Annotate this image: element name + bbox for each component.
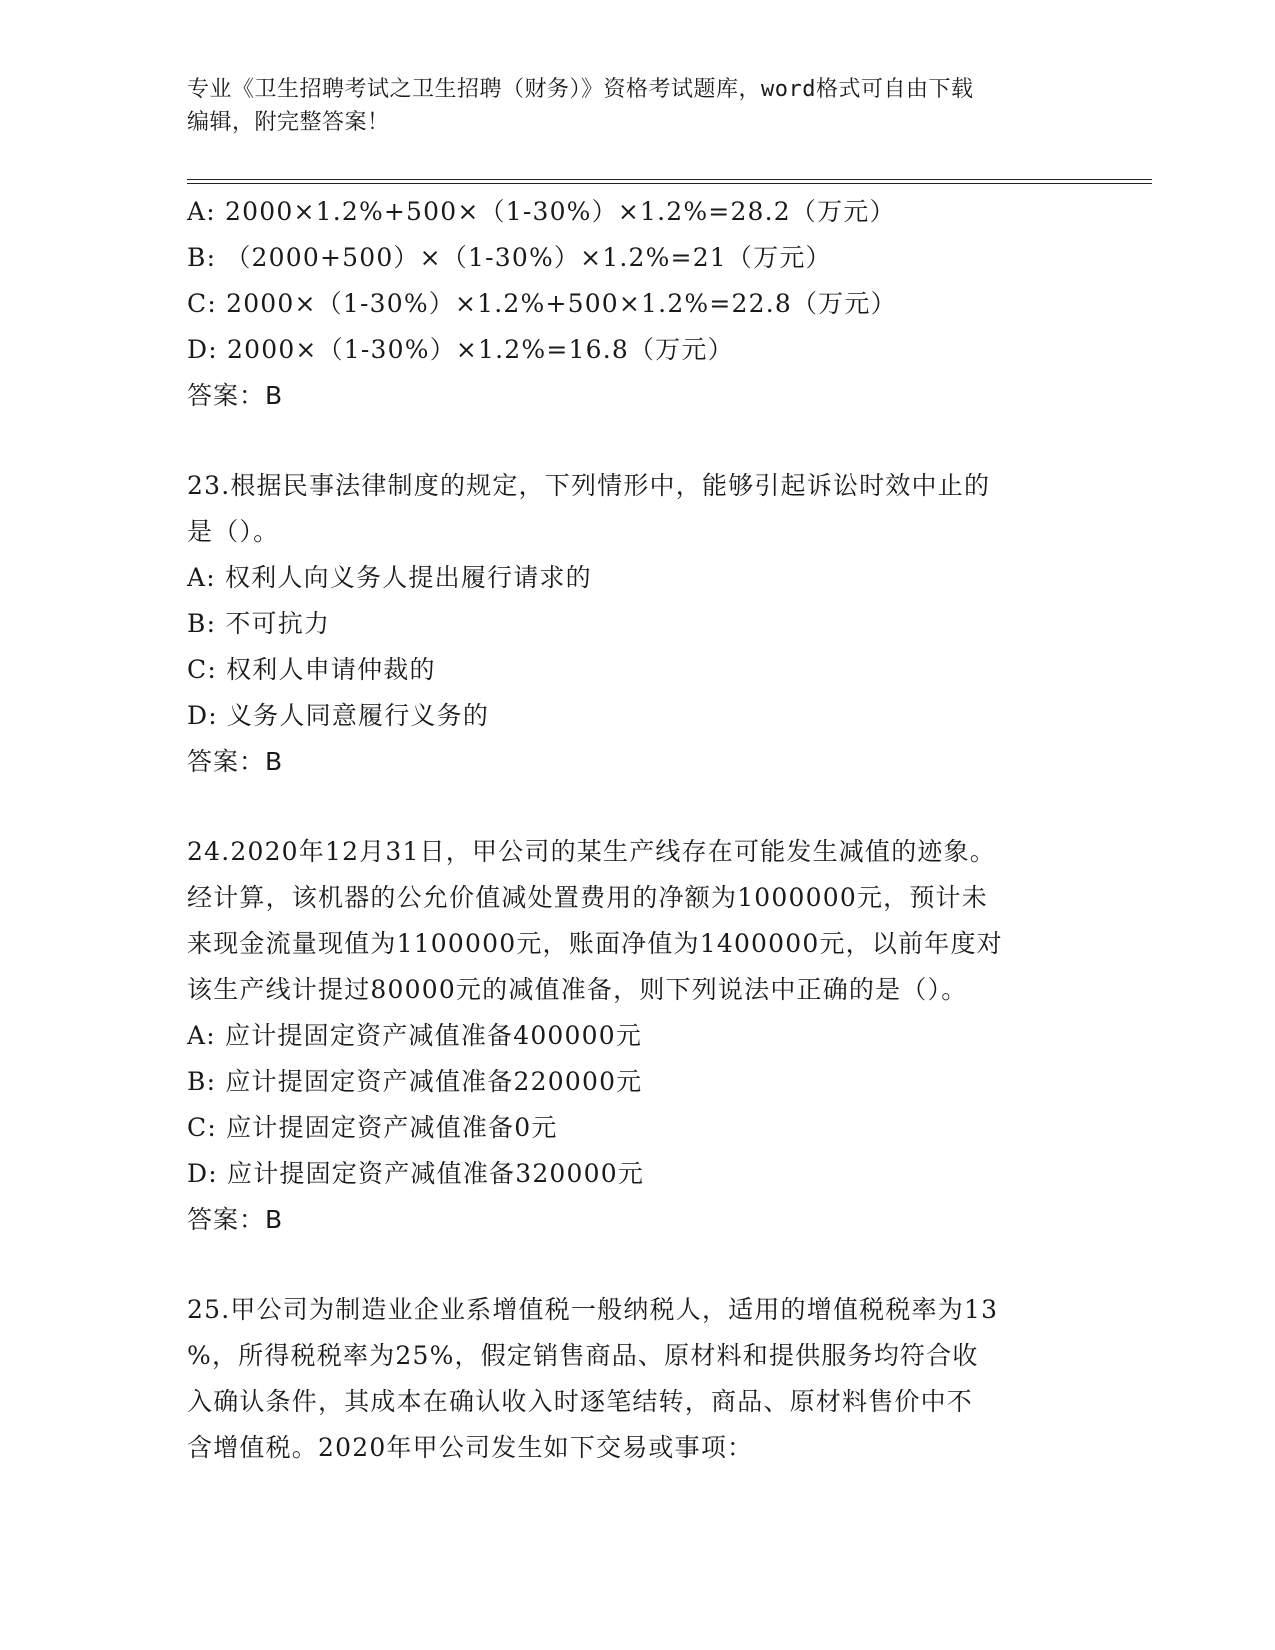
question-23: [187, 463, 1087, 785]
question-22: [187, 189, 1087, 419]
question-stem-line: 是（）。: [187, 517, 280, 546]
question-stem-line: %，所得税税率为25%，假定销售商品、原材料和提供服务均符合收: [187, 1341, 979, 1370]
answer-line: 答案：B: [187, 381, 284, 410]
header-divider-bottom: [187, 183, 1152, 184]
option-b: B: （2000+500）×（1-30%）×1.2%=21（万元）: [187, 243, 832, 272]
question-stem-line: 经计算，该机器的公允价值减处置费用的净额为1000000元，预计未: [187, 883, 988, 912]
option-d: D: 应计提固定资产减值准备320000元: [187, 1159, 645, 1188]
option-b: B: 应计提固定资产减值准备220000元: [187, 1067, 643, 1096]
question-stem-line: 24.2020年12月31日，甲公司的某生产线存在可能发生减值的迹象。: [187, 837, 997, 866]
option-b: B: 不可抗力: [187, 609, 331, 638]
question-stem-line: 入确认条件，其成本在确认收入时逐笔结转，商品、原材料售价中不: [187, 1387, 974, 1416]
option-d: D: 义务人同意履行义务的: [187, 701, 490, 730]
option-d: D: 2000×（1-30%）×1.2%=16.8（万元）: [187, 335, 734, 364]
question-stem-line: 23.根据民事法律制度的规定，下列情形中，能够引起诉讼时效中止的: [187, 471, 991, 500]
question-stem-line: 25.甲公司为制造业企业系增值税一般纳税人，适用的增值税税率为13: [187, 1295, 999, 1324]
question-24: [187, 829, 1087, 1243]
header-line-2: 编辑，附完整答案！: [187, 110, 390, 135]
option-a: A: 应计提固定资产减值准备400000元: [187, 1021, 643, 1050]
answer-line: 答案：B: [187, 747, 284, 776]
question-stem-line: 来现金流量现值为1100000元，账面净值为1400000元，以前年度对: [187, 929, 1003, 958]
option-c: C: 2000×（1-30%）×1.2%+500×1.2%=22.8（万元）: [187, 289, 897, 318]
option-c: C: 应计提固定资产减值准备0元: [187, 1113, 558, 1142]
question-stem-line: 该生产线计提过80000元的减值准备，则下列说法中正确的是（）。: [187, 975, 968, 1004]
option-a: A: 权利人向义务人提出履行请求的: [187, 563, 592, 592]
header-line-1: 专业《卫生招聘考试之卫生招聘（财务）》资格考试题库，word格式可自由下载: [187, 77, 974, 102]
answer-line: 答案：B: [187, 1205, 284, 1234]
header-note: [187, 73, 1067, 139]
header-divider-top: [187, 179, 1152, 180]
question-25: [187, 1287, 1087, 1471]
question-stem-line: 含增值税。2020年甲公司发生如下交易或事项：: [187, 1433, 754, 1462]
option-a: A: 2000×1.2%+500×（1-30%）×1.2%=28.2（万元）: [187, 197, 896, 226]
question-content: [187, 189, 1087, 1471]
option-c: C: 权利人申请仲裁的: [187, 655, 436, 684]
